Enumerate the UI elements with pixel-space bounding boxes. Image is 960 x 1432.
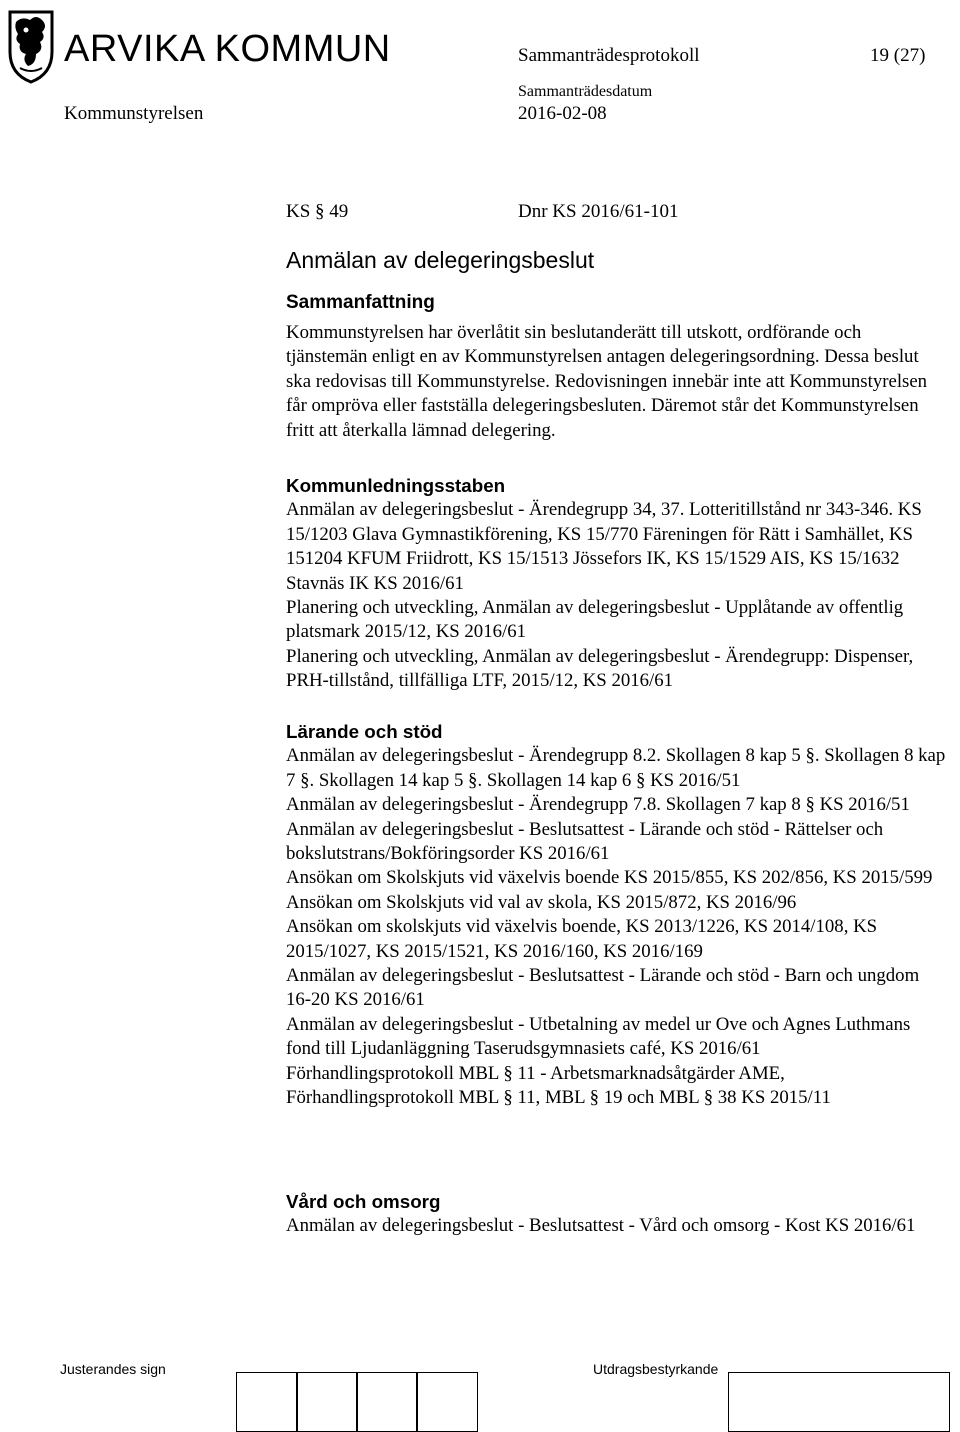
signature-box [356, 1372, 418, 1432]
list-item: Anmälan av delegeringsbeslut - Utbetalning av medel ur Ove och Agnes Luthmans fond till Ljudanläggning Taserudsgymnasiets café, KS 2016/61 [286, 1013, 911, 1060]
certification-label: Utdragsbestyrkande [593, 1361, 719, 1377]
protocol-title: Sammanträdesprotokoll [518, 45, 700, 66]
signature-box [236, 1372, 298, 1432]
page-number: 19 (27) [870, 45, 926, 66]
section-larande-och-stod [286, 720, 946, 1111]
coat-of-arms-icon [6, 8, 56, 84]
section-kommunledningsstaben [286, 474, 946, 694]
list-item: Anmälan av delegeringsbeslut - Ärendegrupp 8.2. Skollagen 8 kap 5 §. Skollagen 8 kap 7 §. Skollagen 14 kap 5 §. Skollagen 14 kap 6 § KS 2016/51 [286, 745, 946, 791]
list-item: Planering och utveckling, Anmälan av delegeringsbeslut - Ärendegrupp: Dispenser, PRH-tillstånd, tillfälliga LTF, 2015/12, KS 2016/61 [286, 645, 914, 692]
section-heading: Kommunledningsstaben [286, 475, 506, 496]
summary-text [286, 321, 946, 443]
list-item: Ansökan om Skolskjuts vid val av skola, KS 2015/872, KS 2016/96 [286, 891, 797, 913]
list-item: Anmälan av delegeringsbeslut - Beslutsattest - Vård och omsorg - Kost KS 2016/61 [286, 1215, 916, 1237]
signature-box [296, 1372, 358, 1432]
summary-paragraph: Kommunstyrelsen har överlåtit sin beslutanderätt till utskott, ordförande och tjänstemän enligt en av Kommunstyrelsen antagen delegeringsordning. Dessa beslut ska redovisas till Kommunstyrelse. Redovisningen innebär inte att Kommunstyrelsen får ompröva eller fastställa delegeringsbesluten. Däremot står det Kommunstyrelsen fritt att återkalla lämnad delegering. [286, 322, 928, 441]
list-item: Anmälan av delegeringsbeslut - Ärendegrupp 7.8. Skollagen 7 kap 8 § KS 2016/51 [286, 794, 910, 816]
list-item: Ansökan om Skolskjuts vid växelvis boende KS 2015/855, KS 202/856, KS 2015/599 [286, 867, 933, 889]
meeting-date-label: Sammanträdesdatum [518, 83, 653, 100]
list-item: Anmälan av delegeringsbeslut - Beslutsattest - Lärande och stöd - Barn och ungdom 16-20 KS 2016/61 [286, 965, 920, 1011]
meeting-date: 2016-02-08 [518, 103, 607, 124]
certification-box [728, 1372, 950, 1432]
page-title: Anmälan av delegeringsbeslut [286, 247, 595, 273]
list-item: Förhandlingsprotokoll MBL § 11 - Arbetsmarknadsåtgärder AME, Förhandlingsprotokoll MBL § 11, MBL § 19 och MBL § 38 KS 2015/11 [286, 1062, 831, 1109]
list-item: Planering och utveckling, Anmälan av delegeringsbeslut - Upplåtande av offentlig platsmark 2015/12, KS 2016/61 [286, 597, 904, 643]
list-item: Ansökan om skolskjuts vid växelvis boende, KS 2013/1226, KS 2014/108, KS 2015/1027, KS 2015/1521, KS 2016/160, KS 2016/169 [286, 916, 878, 962]
summary-heading: Sammanfattning [286, 292, 435, 313]
section-number: KS § 49 [286, 201, 349, 222]
section-heading: Lärande och stöd [286, 721, 443, 742]
signature-label: Justerandes sign [60, 1361, 166, 1377]
list-item: Anmälan av delegeringsbeslut - Beslutsattest - Lärande och stöd - Rättelser och bokslutstrans/Bokföringsorder KS 2016/61 [286, 818, 884, 865]
signature-box [416, 1372, 478, 1432]
organisation-name: Kommunstyrelsen [64, 103, 204, 124]
diary-number: Dnr KS 2016/61-101 [518, 201, 679, 222]
list-item: Anmälan av delegeringsbeslut - Ärendegrupp 34, 37. Lotteritillstånd nr 343-346. KS 15/1203 Glava Gymnastikförening, KS 15/770 Färeningen för Rätt i Samhället, KS 151204 KFUM Friidrott, KS 15/1513 Jössefors IK, KS 15/1529 AIS, KS 15/1632 Stavnäs IK KS 2016/61 [286, 499, 922, 594]
section-heading: Vård och omsorg [286, 1191, 441, 1212]
logo-text: ARVIKA KOMMUN [64, 28, 391, 70]
section-vard-och-omsorg [286, 1190, 946, 1239]
